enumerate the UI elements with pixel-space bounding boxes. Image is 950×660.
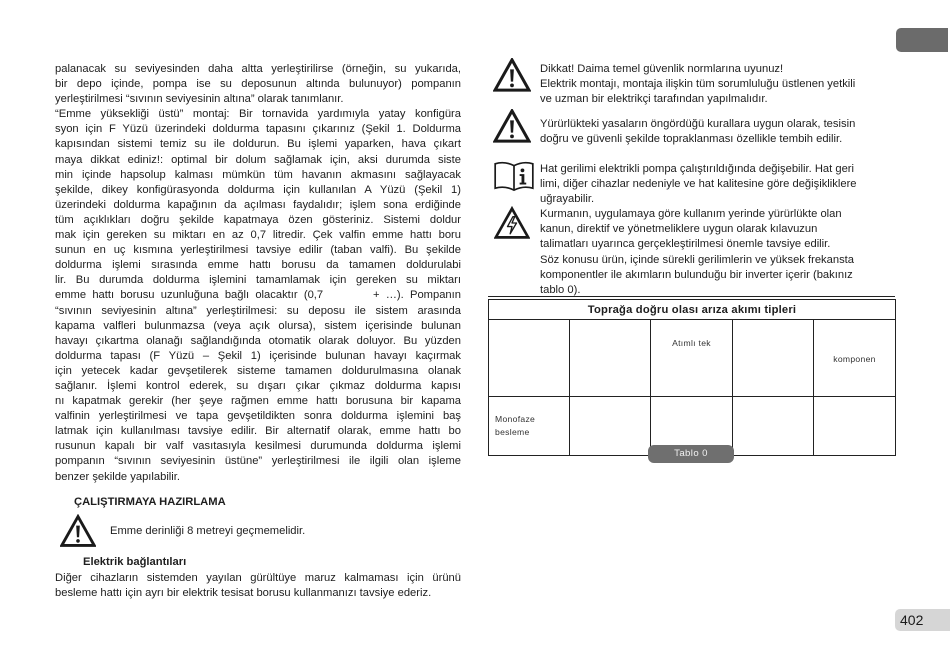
notice-line: Dikkat! Daima temel güvenlik normlarına uyunuz!: [540, 63, 784, 75]
body-line: için yetecek kadar gevşetilerek sisteme tamamen doldurulmasına olanak: [55, 364, 461, 377]
notice-line: Elektrik montajı, montaja ilişkin tüm sorumluluğu üstlenen yetkili: [540, 78, 856, 91]
table-row: [489, 320, 896, 397]
manual-info-icon: [493, 160, 535, 192]
table-cell: [814, 397, 896, 456]
body-line: min içinde hapsolup kalması mümkün tüm havanın akmasını sağlayacak: [55, 168, 461, 181]
depth-warning: [60, 514, 305, 548]
warning-triangle-icon: [493, 109, 531, 143]
notice-line: ve uzman bir elektrikçi tarafından yapılmalıdır.: [540, 93, 768, 106]
warning-triangle-icon: [60, 514, 96, 548]
subheading-electric: Elektrik bağlantıları: [83, 556, 187, 568]
body-line: sağlanır. İşlemi kontrol ederek, su dışarı çıkar çıkmaz doldurma kapısı: [55, 379, 461, 392]
body-line: üzerindeki doldurma kapağının da açılması faydalıdır; işlem sona erdiğinde: [55, 198, 461, 211]
body-line: yerleştirilmesi “sıvının seviyesinin altına” olarak tanımlanır.: [55, 93, 344, 106]
voltage-notice: [540, 162, 895, 298]
body-line: valfinin yerleştirilmesi ve tapa gevşetildikten sonra doldurma işlemini baş: [55, 410, 461, 423]
body-line: besleme hattı için ayrı bir elektrik tesisat borusu kullanmanızı tavsiye ederiz.: [55, 587, 432, 600]
notice-line: limi, diğer cihazlar nedeniyle ve hat kalitesine göre değişikliklere: [540, 178, 857, 191]
left-body-text: [55, 62, 461, 485]
section-heading: ÇALIŞTIRMAYA HAZIRLAMA: [74, 496, 226, 508]
body-line: lir. Bu durumda doldurma işlemini tamamlamak için gereken su miktarı: [55, 274, 461, 287]
body-line: doldurma tapası (F Yüzü – Şekil 1) içerisinde bulunan havayı kaçırmak: [55, 349, 461, 362]
body-line: nı kapatmak gerekir (her şeye rağmen emme hattı borusuna bir kapama: [55, 395, 461, 408]
fault-current-table: [488, 299, 896, 456]
body-line: doldurma işlemi sırasında emme hattı borusu da tamamen doldurulabi: [55, 259, 461, 272]
body-line: palanacak su seviyesinden daha altta yerleştirilirse (örneğin, su yukarıda,: [55, 63, 461, 75]
warning-triangle-icon: [493, 58, 531, 92]
body-line: kapama valfleri bulunmazsa (veya açık olursa), sistem içerisinde bulunan: [55, 319, 461, 332]
body-line: rusunun kapalı bir valf vasıtasıyla kesilmesi durumunda doldurma işlemi: [55, 440, 461, 453]
body-line: sunun en uç kısmına yerleştirilmesi tavsiye edilir (taban valfi). Bu şekilde: [55, 244, 461, 257]
section-divider: [488, 296, 895, 297]
body-line: syon için F Yüzü üzerindeki doldurma tapasını çıkarınız (Şekil 1. Doldurma: [55, 123, 461, 136]
body-line: emme hattı borusu uzunluğuna bağlı olacaktır (0,7 + …). Pompanın: [55, 289, 461, 302]
body-line: tüm açıklıkları doğru şekilde kapatmaya özen gösteriniz. Sistemi doldur: [55, 213, 461, 226]
body-line: havayı çıkartma olanağı sağlandığında otomatik olarak doluyor. Bu yüzden: [55, 334, 461, 347]
table-cell: [733, 397, 814, 456]
notice-line: Söz konusu ürün, içinde sürekli gerilimlerin ve yüksek frekansta: [540, 253, 855, 266]
body-line: bir depo içinde, pompa ise su deposunun altında bulunuyor) pompanın: [55, 78, 461, 91]
body-line: şekilde, dikey konfigürasyonda doldurma için kullanılan A Yüzü (Şekil 1): [55, 183, 461, 196]
table-cell: komponen: [814, 320, 896, 397]
body-line: benzer şekilde yapılabilir.: [55, 470, 180, 483]
body-line: pompanın “sıvının seviyesinin üstüne” yerleştirilmesi ile ilgili olan işleme: [55, 455, 461, 468]
notice-line: Yürürlükteki yasaların öngördüğü kurallara uygun olarak, tesisin: [540, 118, 856, 130]
notice-line: talimatları uyarınca gerçekleştirilmesi önemle tavsiye edilir.: [540, 238, 831, 251]
body-line: mak için gereken su miktarı en az 0,7 litredir. Çek valfin emme hattı boru: [55, 229, 461, 242]
grounding-notice: [540, 117, 895, 147]
table-cell: [733, 320, 814, 397]
table-title: Toprağa doğru olası arıza akımı tipleri: [489, 300, 896, 320]
electric-body-text: [55, 571, 461, 601]
table-cell: [570, 320, 651, 397]
body-line: kapısından sistemi temiz su ile doldurun. Bu işlemi yaparken, hava çıkart: [55, 138, 461, 151]
body-line: “sıvının seviyesinin altına” yerleştirilmesi: su deposu ile sistem arasında: [55, 304, 461, 317]
table-cell: [570, 397, 651, 456]
safety-notice: [540, 62, 895, 107]
body-line: maya dikkat ediniz!: optimal bir dolum sağlamak için, aksi durumda siste: [55, 153, 461, 166]
electric-hazard-icon: [494, 206, 530, 240]
body-line: “Emme yüksekliği üstü” montaj: Bir tornavida yardımıyla yatay konfigüra: [55, 108, 461, 121]
notice-line: Kurmanın, uygulamaya göre kullanım yerinde yürürlükte olan: [540, 208, 842, 221]
table-caption-badge: Tablo 0: [648, 445, 734, 463]
notice-line: tablo 0).: [540, 283, 581, 296]
notice-line: kanun, direktif ve yönetmeliklere uygun olarak kılavuzun: [540, 223, 818, 236]
notice-line: komponentler ile akımların bulunduğu bir inverter içerir (bakınız: [540, 268, 853, 281]
notice-line: doğru ve güvenli şekilde topraklanması özellikle tembih edilir.: [540, 133, 843, 146]
section-tab-marker: [896, 28, 948, 52]
notice-line: Hat gerilimi elektrikli pompa çalıştırıldığında değişebilir. Hat geri: [540, 163, 855, 175]
table-cell: Atımlı tek: [651, 320, 733, 397]
body-line: latmak için kullanılması tavsiye edilir. Bir alternatif olarak, emme hattı bo: [55, 425, 461, 438]
row-label: Monofaze besleme: [495, 414, 536, 437]
table-cell: [489, 397, 570, 456]
warning-text: Emme derinliği 8 metreyi geçmemelidir.: [110, 525, 306, 537]
table-cell: [489, 320, 570, 397]
notice-line: uğrayabilir.: [540, 193, 595, 206]
body-line: Diğer cihazların sistemden yayılan gürültüye maruz kalmaması için ürünü: [55, 572, 461, 584]
page-number: 402: [895, 609, 950, 631]
